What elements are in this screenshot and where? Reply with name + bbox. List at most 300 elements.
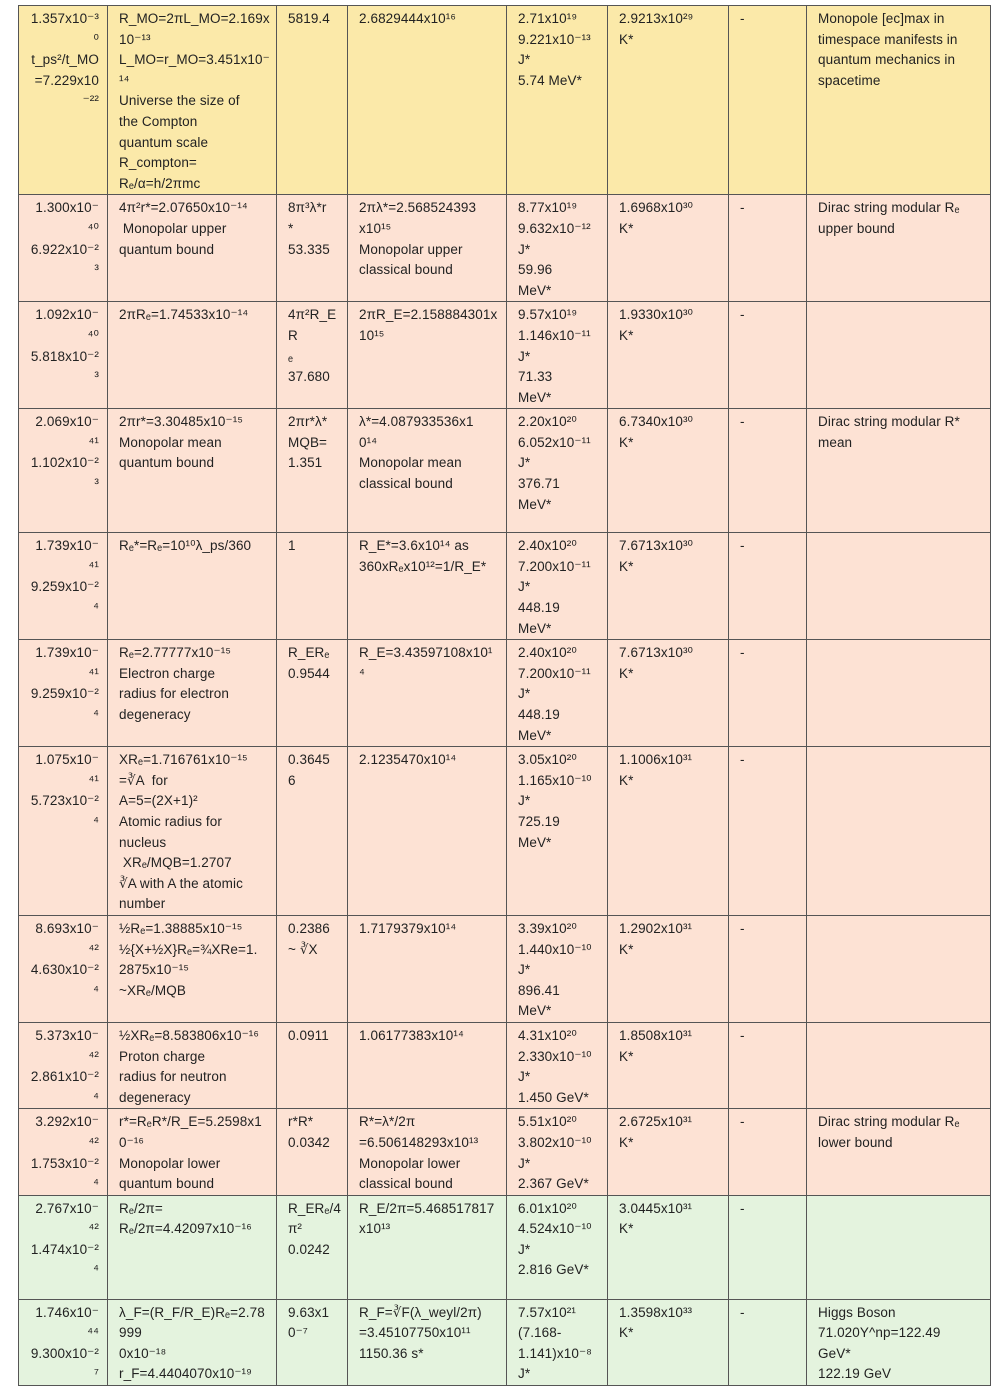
cell-text-line: Monopole [ec]max in xyxy=(818,11,945,26)
table-cell-col2 xyxy=(277,533,348,640)
cell-text-line: 2.861x10⁻²⁴ xyxy=(30,1069,99,1105)
table-cell-col4 xyxy=(507,640,608,747)
table-cell-col6 xyxy=(729,533,807,640)
cell-text-line: - xyxy=(740,538,745,554)
table-cell-col1 xyxy=(108,640,277,747)
cell-text-line: 3.292x10⁻⁴² xyxy=(35,1114,99,1150)
table-cell-col3 xyxy=(348,409,507,533)
cell-text-line: 0.0342 xyxy=(288,1134,330,1150)
cell-text-line: 1.8508x10³¹ xyxy=(619,1027,693,1043)
cell-text-line: K* xyxy=(619,1134,634,1150)
cell-text-line: 5.74 MeV* xyxy=(518,72,582,88)
cell-text-line: quantum mechanics in xyxy=(818,52,956,68)
cell-text-line: 0¹⁴ xyxy=(359,434,378,450)
cell-text-line: XRₑ=1.716761x10⁻¹⁵ xyxy=(119,752,248,768)
table-cell-col3 xyxy=(348,6,507,195)
cell-text-line: r*R* xyxy=(288,1114,314,1130)
cell-text-line: K* xyxy=(619,220,634,236)
cell-text-line: J* xyxy=(518,241,531,257)
table-cell-col2 xyxy=(277,409,348,533)
cell-text-line: 3.39x10²⁰ xyxy=(518,920,577,936)
cell-text-line: number xyxy=(119,896,166,912)
cell-text-line: 2875x10⁻¹⁵ xyxy=(119,962,190,978)
cell-text-line: degeneracy xyxy=(119,707,191,723)
cell-text-line: J* xyxy=(518,1366,531,1382)
cell-text-line: K* xyxy=(619,941,634,957)
cell-text-line: 2.330x10⁻¹⁰ xyxy=(518,1048,592,1064)
cell-text-line: 2.367 GeV* xyxy=(518,1176,589,1192)
table-cell-col7 xyxy=(807,1022,991,1108)
cell-text-line: radius for electron xyxy=(119,686,229,702)
cell-text-line: mean xyxy=(818,434,853,450)
cell-text-line: K* xyxy=(619,1221,634,1237)
cell-text-line: * xyxy=(288,220,294,236)
table-cell-col1 xyxy=(108,6,277,195)
table-cell-col2 xyxy=(277,1109,348,1195)
cell-text-line: 2.767x10⁻⁴² xyxy=(35,1200,99,1237)
cell-text-line: 1.7179379x10¹⁴ xyxy=(359,920,457,936)
cell-text-line: - xyxy=(740,414,745,430)
cell-text-line: classical bound xyxy=(359,1176,453,1192)
cell-text-line: 2πr*=3.30485x10⁻¹⁵ xyxy=(119,414,244,430)
table-cell-col7 xyxy=(807,409,991,533)
cell-text-line: J* xyxy=(518,1069,531,1085)
table-cell-col0 xyxy=(19,1299,108,1385)
cell-text-line: R_MO=2πL_MO=2.169x10⁻¹³ xyxy=(119,11,270,47)
cell-text-line: 71.020Y^np=122.49 xyxy=(818,1325,941,1341)
cell-text-line: 725.19 xyxy=(518,814,560,829)
cell-text-line: 2.9213x10²⁹ xyxy=(619,11,694,26)
cell-text-line: 0.2386 xyxy=(288,920,330,936)
table-cell-col3 xyxy=(348,1022,507,1108)
table-cell-col4 xyxy=(507,1195,608,1299)
cell-text-line: J* xyxy=(518,793,531,809)
cell-text-line: - xyxy=(740,1114,745,1130)
cell-text-line: 1.739x10⁻⁴¹ xyxy=(35,538,99,574)
cell-text-line: J* xyxy=(518,455,531,471)
cell-text-line: J* xyxy=(518,962,531,978)
cell-text-line: 2πr*λ* xyxy=(288,414,328,430)
cell-text-line: R_ERₑ xyxy=(288,645,330,661)
cell-text-line: 8.693x10⁻⁴² xyxy=(35,920,99,957)
cell-text-line: Monopolar upper xyxy=(119,220,227,236)
cell-text-line: 6.01x10²⁰ xyxy=(518,1200,577,1216)
cell-text-line: - xyxy=(740,1027,745,1043)
cell-text-line: 0x10⁻¹⁸ xyxy=(119,1345,167,1361)
cell-text-line: 1.06177383x10¹⁴ xyxy=(359,1027,464,1043)
cell-text-line: ⁴ xyxy=(359,665,365,681)
cell-text-line: K* xyxy=(619,665,634,681)
cell-text-line: R_ERₑ/4 xyxy=(288,1200,341,1216)
cell-text-line: 1.739x10⁻⁴¹ xyxy=(35,645,99,681)
cell-text-line: x10¹³ xyxy=(359,1221,391,1237)
table-cell-col7 xyxy=(807,640,991,747)
cell-text-line: R_compton= xyxy=(119,155,197,171)
cell-text-line: 360xRₑx10¹²=1/R_E* xyxy=(359,558,487,574)
table-cell-col0 xyxy=(19,915,108,1022)
table-cell-col1 xyxy=(108,1195,277,1299)
cell-text-line: K* xyxy=(619,434,634,450)
cell-text-line: r*=RₑR*/R_E=5.2598x1 xyxy=(119,1114,262,1130)
table-cell-col6 xyxy=(729,640,807,747)
cell-text-line: 9.63x1 xyxy=(288,1304,330,1320)
cell-text-line: 1.102x10⁻²³ xyxy=(30,455,99,492)
table-cell-col5 xyxy=(608,747,729,916)
cell-text-line: 0.0242 xyxy=(288,1241,330,1257)
cell-text-line: MeV* xyxy=(518,282,552,298)
cell-text-line: Rₑ*=Rₑ=10¹⁰λ_ps/360 xyxy=(119,538,252,554)
cell-text-line: 2.40x10²⁰ xyxy=(518,538,577,554)
table-cell-col2 xyxy=(277,302,348,409)
cell-text-line: degeneracy xyxy=(119,1089,191,1105)
cell-text-line: =7.229x10⁻²² xyxy=(34,72,99,109)
cell-text-line: 1.3598x10³³ xyxy=(619,1304,693,1320)
cell-text-line: 9.57x10¹⁹ xyxy=(518,307,578,323)
table-cell-col6 xyxy=(729,1195,807,1299)
table-cell-col6 xyxy=(729,302,807,409)
cell-text-line: 6 xyxy=(288,772,296,788)
cell-text-line: Universe the size of xyxy=(119,93,240,109)
cell-text-line: Dirac string modular R* xyxy=(818,414,960,430)
table-row xyxy=(19,640,991,747)
table-cell-col1 xyxy=(108,533,277,640)
table-cell-col2 xyxy=(277,1195,348,1299)
cell-text-line: J* xyxy=(518,1241,531,1257)
cell-text-line: - xyxy=(740,645,745,661)
cell-text-line: 9.632x10⁻¹² xyxy=(518,220,591,236)
table-cell-col4 xyxy=(507,915,608,1022)
cell-text-line: Monopolar upper xyxy=(359,241,463,257)
cell-text-line: MQB= xyxy=(288,434,328,450)
table-cell-col3 xyxy=(348,1299,507,1385)
data-table-container xyxy=(18,5,990,1386)
table-cell-col0 xyxy=(19,1022,108,1108)
table-cell-col4 xyxy=(507,409,608,533)
table-row xyxy=(19,915,991,1022)
cell-text-line: Atomic radius for xyxy=(119,814,222,829)
table-cell-col0 xyxy=(19,747,108,916)
cell-text-line: 2.6725x10³¹ xyxy=(619,1114,693,1130)
table-cell-col6 xyxy=(729,1299,807,1385)
cell-text-line: quantum bound xyxy=(119,241,215,257)
cell-text-line: J* xyxy=(518,579,531,595)
cell-text-line: 1.753x10⁻²⁴ xyxy=(30,1155,99,1192)
cell-text-line: Proton charge xyxy=(119,1048,206,1064)
table-body xyxy=(19,6,991,1386)
table-cell-col0 xyxy=(19,1195,108,1299)
cell-text-line: Monopolar lower xyxy=(119,1155,221,1171)
table-row xyxy=(19,302,991,409)
cell-text-line: 1.6968x10³⁰ xyxy=(619,200,694,216)
cell-text-line: Electron charge xyxy=(119,665,216,681)
cell-text-line: ₑ xyxy=(288,348,294,364)
cell-text-line: K* xyxy=(619,1325,634,1341)
table-cell-col5 xyxy=(608,302,729,409)
cell-text-line: XRₑ/MQB=1.2707 xyxy=(119,855,232,871)
cell-text-line: 1.357x10⁻³⁰ xyxy=(30,11,99,47)
cell-text-line: 1.146x10⁻¹¹ xyxy=(518,327,591,343)
cell-text-line: 1.9330x10³⁰ xyxy=(619,307,694,323)
cell-text-line: 9.259x10⁻²⁴ xyxy=(30,579,99,616)
cell-text-line: Dirac string modular Rₑ xyxy=(818,200,960,216)
table-cell-col6 xyxy=(729,747,807,916)
cell-text-line: 2.816 GeV* xyxy=(518,1262,589,1278)
cell-text-line: 0⁻⁷ xyxy=(288,1325,308,1341)
cell-text-line: 4.630x10⁻²⁴ xyxy=(30,962,99,998)
cell-text-line: timespace manifests in xyxy=(818,31,958,47)
cell-text-line: 2.1235470x10¹⁴ xyxy=(359,752,457,768)
cell-text-line: the Compton xyxy=(119,113,198,129)
table-cell-col0 xyxy=(19,533,108,640)
table-cell-col1 xyxy=(108,1022,277,1108)
cell-text-line: 71.33 xyxy=(518,369,553,385)
cell-text-line: 53.335 xyxy=(288,241,330,257)
cell-text-line: Rₑ/α=h/2πmc xyxy=(119,175,201,191)
cell-text-line: 1.746x10⁻⁴⁴ xyxy=(35,1304,99,1341)
cell-text-line: 5.373x10⁻⁴² xyxy=(35,1027,99,1064)
cell-text-line: ½{X+½X}Rₑ=¾XRe=1. xyxy=(119,941,258,957)
cell-text-line: MeV* xyxy=(518,496,552,512)
cell-text-line: 448.19 xyxy=(518,600,560,616)
table-cell-col1 xyxy=(108,302,277,409)
cell-text-line: Monopolar lower xyxy=(359,1155,461,1171)
table-cell-col1 xyxy=(108,1109,277,1195)
cell-text-line: quantum bound xyxy=(119,455,215,471)
cell-text-line: J* xyxy=(518,686,531,702)
cell-text-line: 896.41 xyxy=(518,982,560,998)
cell-text-line: MeV* xyxy=(518,1003,552,1019)
cell-text-line: Higgs Boson xyxy=(818,1304,896,1320)
table-cell-col4 xyxy=(507,195,608,302)
cell-text-line: 7.57x10²¹ xyxy=(518,1304,576,1320)
cell-text-line: ½XRₑ=8.583806x10⁻¹⁶ xyxy=(119,1027,260,1043)
cell-text-line: ∛A with A the atomic xyxy=(119,875,243,891)
cell-text-line: 0⁻¹⁶ xyxy=(119,1134,145,1150)
cell-text-line: upper bound xyxy=(818,220,895,236)
table-cell-col6 xyxy=(729,1109,807,1195)
table-cell-col5 xyxy=(608,1022,729,1108)
cell-text-line: R_E=3.43597108x10¹ xyxy=(359,645,493,661)
table-cell-col0 xyxy=(19,640,108,747)
table-cell-col1 xyxy=(108,409,277,533)
cell-text-line: MeV* xyxy=(518,620,552,636)
table-cell-col2 xyxy=(277,640,348,747)
cell-text-line: 376.71 xyxy=(518,476,560,492)
table-cell-col3 xyxy=(348,1195,507,1299)
table-cell-col3 xyxy=(348,1109,507,1195)
table-cell-col4 xyxy=(507,6,608,195)
cell-text-line: quantum scale xyxy=(119,134,209,150)
table-cell-col7 xyxy=(807,195,991,302)
cell-text-line: Rₑ/2π= xyxy=(119,1200,163,1216)
table-row xyxy=(19,1022,991,1108)
cell-text-line: nucleus xyxy=(119,834,167,850)
cell-text-line: - xyxy=(740,752,745,768)
cell-text-line: 0.0911 xyxy=(288,1027,329,1043)
cell-text-line: 1.075x10⁻⁴¹ xyxy=(35,752,99,788)
cell-text-line: 3.0445x10³¹ xyxy=(619,1200,693,1216)
cell-text-line: 7.6713x10³⁰ xyxy=(619,538,694,554)
table-cell-col6 xyxy=(729,1022,807,1108)
cell-text-line: 3.05x10²⁰ xyxy=(518,752,577,768)
cell-text-line: ~ ∛X xyxy=(288,941,318,957)
table-cell-col2 xyxy=(277,747,348,916)
cell-text-line: MeV* xyxy=(518,834,552,850)
cell-text-line: 1.474x10⁻²⁴ xyxy=(30,1241,99,1278)
cell-text-line: 9.300x10⁻²⁷ xyxy=(30,1345,99,1382)
cell-text-line: 0.3645 xyxy=(288,752,330,768)
cell-text-line: lower bound xyxy=(818,1134,893,1150)
cell-text-line: ½Rₑ=1.38885x10⁻¹⁵ xyxy=(119,920,243,936)
cell-text-line: 7.6713x10³⁰ xyxy=(619,645,694,661)
table-cell-col7 xyxy=(807,915,991,1022)
table-cell-col1 xyxy=(108,747,277,916)
table-cell-col3 xyxy=(348,533,507,640)
table-cell-col7 xyxy=(807,1195,991,1299)
cell-text-line: 448.19 xyxy=(518,707,560,723)
cell-text-line: 1.1006x10³¹ xyxy=(619,752,693,768)
table-cell-col5 xyxy=(608,915,729,1022)
cell-text-line: 6.922x10⁻²³ xyxy=(30,241,99,278)
table-cell-col5 xyxy=(608,533,729,640)
cell-text-line: =3.45107750x10¹¹ xyxy=(359,1325,471,1341)
cell-text-line: R*=λ*/2π xyxy=(359,1114,416,1130)
cell-text-line: 122.19 GeV xyxy=(818,1366,892,1382)
cell-text-line: R_E*=3.6x10¹⁴ as xyxy=(359,538,469,554)
cell-text-line: Monopolar mean xyxy=(119,434,222,450)
cell-text-line: K* xyxy=(619,558,634,574)
cell-text-line: (7.168- xyxy=(518,1325,562,1341)
table-cell-col0 xyxy=(19,6,108,195)
cell-text-line: 2.6829444x10¹⁶ xyxy=(359,11,457,26)
cell-text-line: 10¹⁵ xyxy=(359,327,385,343)
table-cell-col6 xyxy=(729,195,807,302)
cell-text-line: 2.20x10²⁰ xyxy=(518,414,577,430)
cell-text-line: 4.31x10²⁰ xyxy=(518,1027,577,1043)
cell-text-line: 7.200x10⁻¹¹ xyxy=(518,665,591,681)
cell-text-line: 5.723x10⁻²⁴ xyxy=(30,793,99,829)
cell-text-line: 2.069x10⁻⁴¹ xyxy=(35,414,99,450)
cell-text-line: 1 xyxy=(288,538,296,554)
table-cell-col0 xyxy=(19,195,108,302)
table-cell-col7 xyxy=(807,747,991,916)
table-cell-col1 xyxy=(108,1299,277,1385)
table-cell-col6 xyxy=(729,409,807,533)
cell-text-line: 5819.4 xyxy=(288,11,330,26)
cell-text-line: 4.524x10⁻¹⁰ xyxy=(518,1221,592,1237)
cell-text-line: K* xyxy=(619,772,634,788)
cell-text-line: 1.450 GeV* xyxy=(518,1089,589,1105)
cell-text-line: 1.300x10⁻⁴⁰ xyxy=(35,200,99,236)
cell-text-line: classical bound xyxy=(359,476,453,492)
table-cell-col7 xyxy=(807,533,991,640)
table-cell-col0 xyxy=(19,302,108,409)
cell-text-line: 9.259x10⁻²⁴ xyxy=(30,686,99,723)
cell-text-line: 2πR_E=2.158884301x xyxy=(359,307,498,323)
cell-text-line: 37.680 xyxy=(288,369,330,385)
cell-text-line: K* xyxy=(619,327,634,343)
table-row xyxy=(19,6,991,195)
cell-text-line: Monopolar mean xyxy=(359,455,462,471)
table-cell-col6 xyxy=(729,915,807,1022)
cell-text-line: 1.351 xyxy=(288,455,323,471)
table-cell-col5 xyxy=(608,409,729,533)
cell-text-line: 4π²R_ER xyxy=(288,307,337,343)
cell-text-line: λ*=4.087933536x1 xyxy=(359,414,474,430)
table-cell-col3 xyxy=(348,195,507,302)
cell-text-line: ~XRₑ/MQB xyxy=(119,982,186,998)
table-cell-col2 xyxy=(277,915,348,1022)
table-cell-col3 xyxy=(348,915,507,1022)
table-cell-col5 xyxy=(608,640,729,747)
cell-text-line: spacetime xyxy=(818,72,881,88)
table-cell-col5 xyxy=(608,1109,729,1195)
cell-text-line: 7.200x10⁻¹¹ xyxy=(518,558,591,574)
table-cell-col4 xyxy=(507,1022,608,1108)
cell-text-line: - xyxy=(740,307,745,323)
cell-text-line: 2.71x10¹⁹ xyxy=(518,11,578,26)
cell-text-line: 5.818x10⁻²³ xyxy=(30,348,99,385)
table-cell-col0 xyxy=(19,1109,108,1195)
table-cell-col1 xyxy=(108,195,277,302)
cell-text-line: 1.440x10⁻¹⁰ xyxy=(518,941,592,957)
table-row xyxy=(19,1195,991,1299)
cell-text-line: A=5=(2X+1)² xyxy=(119,793,198,809)
cell-text-line: - xyxy=(740,1304,745,1320)
cell-text-line: GeV* xyxy=(818,1345,851,1361)
cell-text-line: Dirac string modular Rₑ xyxy=(818,1114,960,1130)
table-row xyxy=(19,533,991,640)
table-cell-col3 xyxy=(348,640,507,747)
cell-text-line: 1.165x10⁻¹⁰ xyxy=(518,772,592,788)
cell-text-line: 0.9544 xyxy=(288,665,330,681)
cell-text-line: 59.96 xyxy=(518,262,553,278)
cell-text-line: t_ps²/t_MO xyxy=(31,52,99,68)
cell-text-line: 1150.36 s* xyxy=(359,1345,424,1361)
cell-text-line: 1.141)x10⁻⁸ xyxy=(518,1345,592,1361)
cell-text-line: - xyxy=(740,920,745,936)
cell-text-line: MeV* xyxy=(518,727,552,743)
cell-text-line: - xyxy=(740,1200,745,1216)
table-cell-col7 xyxy=(807,302,991,409)
data-table xyxy=(18,5,991,1386)
table-row xyxy=(19,195,991,302)
table-cell-col3 xyxy=(348,302,507,409)
table-cell-col7 xyxy=(807,1299,991,1385)
table-cell-col7 xyxy=(807,6,991,195)
cell-text-line: 6.7340x10³⁰ xyxy=(619,414,694,430)
table-cell-col6 xyxy=(729,6,807,195)
table-cell-col5 xyxy=(608,6,729,195)
cell-text-line: 9.221x10⁻¹³ xyxy=(518,31,591,47)
table-cell-col7 xyxy=(807,1109,991,1195)
cell-text-line: 5.51x10²⁰ xyxy=(518,1114,577,1130)
cell-text-line: 1.2902x10³¹ xyxy=(619,920,693,936)
table-cell-col4 xyxy=(507,747,608,916)
table-cell-col4 xyxy=(507,1109,608,1195)
cell-text-line: 8π³λ*r xyxy=(288,200,327,216)
table-row xyxy=(19,747,991,916)
table-row xyxy=(19,1109,991,1195)
cell-text-line: 2πRₑ=1.74533x10⁻¹⁴ xyxy=(119,307,249,323)
cell-text-line: 2πλ*=2.568524393 xyxy=(359,200,477,216)
table-cell-col4 xyxy=(507,302,608,409)
cell-text-line: =∛A for xyxy=(119,772,168,788)
cell-text-line: - xyxy=(740,11,745,26)
table-cell-col3 xyxy=(348,747,507,916)
cell-text-line: J* xyxy=(518,52,531,68)
table-cell-col4 xyxy=(507,533,608,640)
